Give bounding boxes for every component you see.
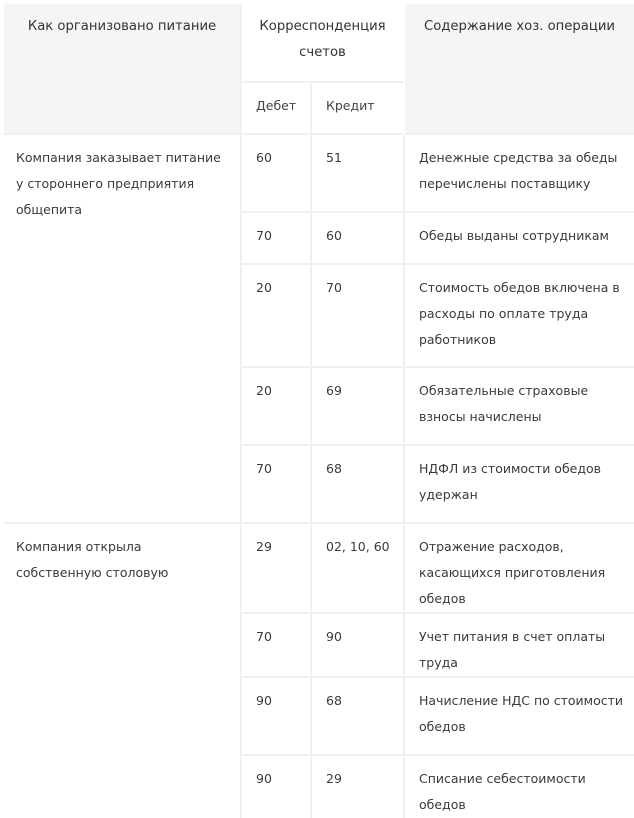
credit-cell: 02, 10, 60 — [311, 523, 404, 613]
table-header — [4, 4, 634, 134]
credit-cell: 69 — [311, 367, 404, 445]
accounting-entries-table — [4, 4, 634, 818]
operation-cell: Списание себестоимости обедов — [404, 755, 634, 818]
debit-cell: 90 — [241, 677, 311, 755]
credit-cell: 60 — [311, 212, 404, 264]
operation-cell: Начисление НДС по стоимости обедов — [404, 677, 634, 755]
credit-cell: 70 — [311, 264, 404, 367]
table-row — [4, 134, 634, 212]
operation-cell: Обеды выданы сотрудникам — [404, 212, 634, 264]
operation-cell: Денежные средства за обеды перечислены поставщику — [404, 134, 634, 212]
credit-cell: 68 — [311, 445, 404, 523]
debit-cell: 20 — [241, 367, 311, 445]
header-correspondence: Корреспонденция счетов — [241, 4, 404, 82]
debit-cell: 90 — [241, 755, 311, 818]
credit-cell: 90 — [311, 613, 404, 677]
credit-cell: 29 — [311, 755, 404, 818]
debit-cell: 20 — [241, 264, 311, 367]
credit-cell: 51 — [311, 134, 404, 212]
debit-cell: 29 — [241, 523, 311, 613]
debit-cell: 70 — [241, 613, 311, 677]
debit-cell: 70 — [241, 445, 311, 523]
operation-cell: Стоимость обедов включена в расходы по оплате труда работников — [404, 264, 634, 367]
header-credit: Кредит — [311, 82, 404, 134]
debit-cell: 70 — [241, 212, 311, 264]
table-row — [4, 523, 634, 613]
credit-cell: 68 — [311, 677, 404, 755]
organization-description: Компания заказывает питание у стороннего предприятия общепита — [4, 134, 241, 523]
operation-cell: Учет питания в счет оплаты труда — [404, 613, 634, 677]
debit-cell: 60 — [241, 134, 311, 212]
header-operation: Содержание хоз. операции — [404, 4, 634, 134]
operation-cell: Обязательные страховые взносы начислены — [404, 367, 634, 445]
header-organization: Как организовано питание — [4, 4, 241, 134]
operation-cell: Отражение расходов, касающихся приготовления обедов — [404, 523, 634, 613]
table-body — [4, 134, 634, 818]
organization-description: Компания открыла собственную столовую — [4, 523, 241, 818]
header-debit: Дебет — [241, 82, 311, 134]
header-row — [4, 4, 634, 82]
operation-cell: НДФЛ из стоимости обедов удержан — [404, 445, 634, 523]
